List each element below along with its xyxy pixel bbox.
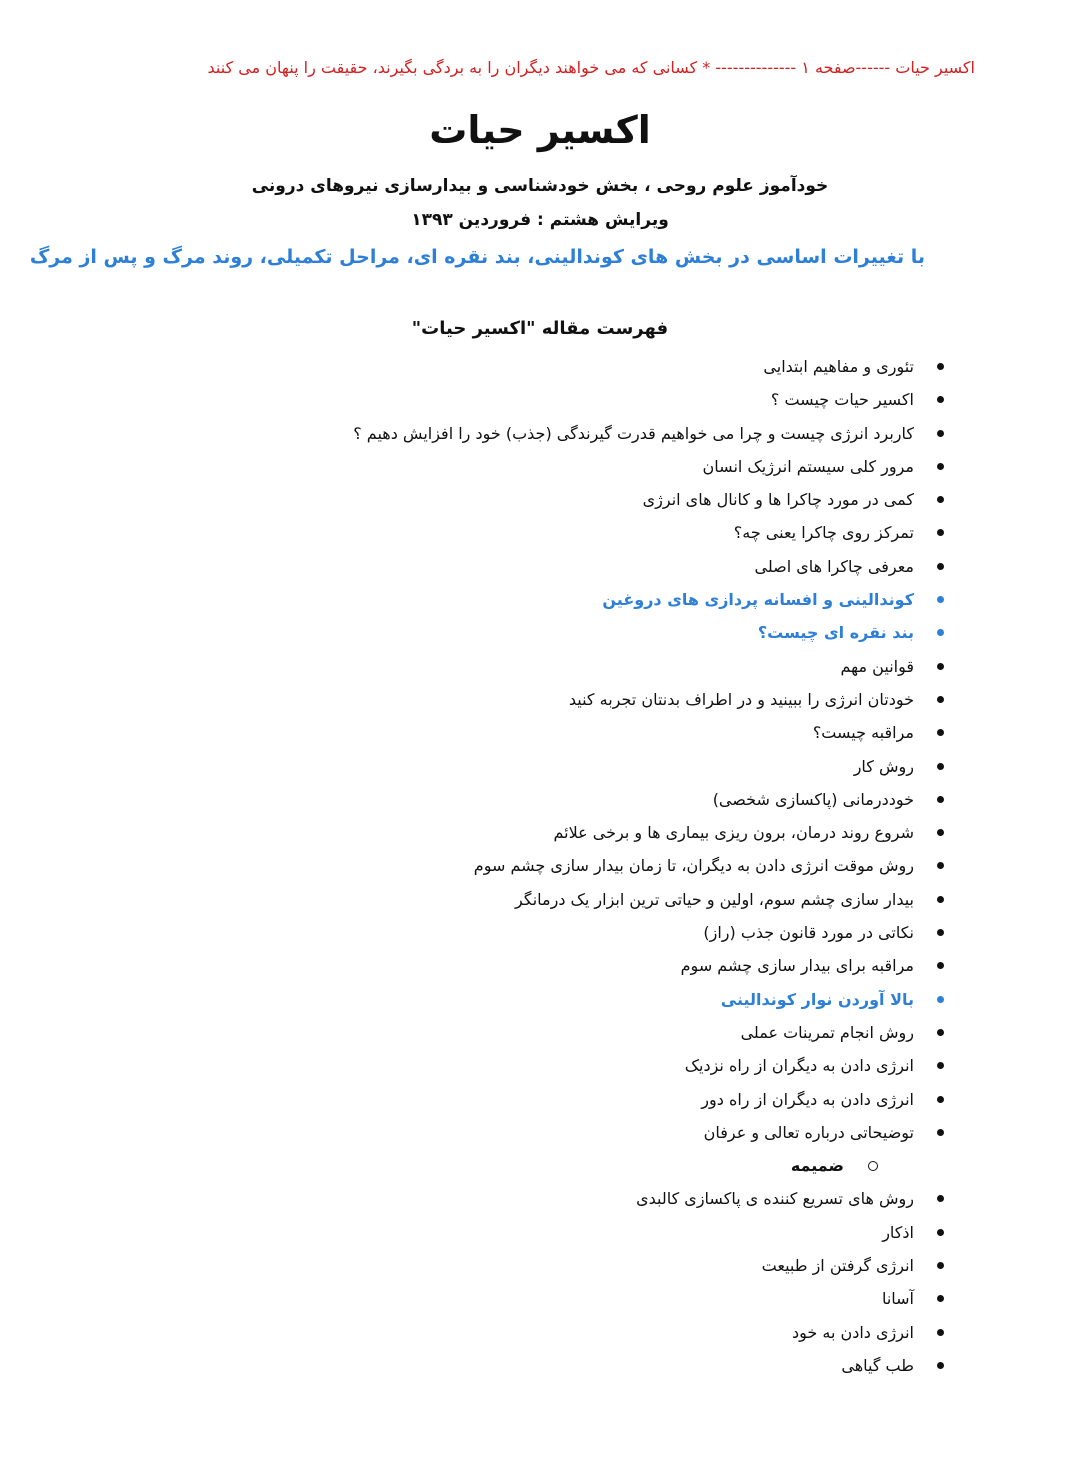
toc-item-label: نکاتی در مورد قانون جذب (راز) (703, 923, 914, 943)
toc-item-label: روش انجام تمرینات عملی (740, 1022, 914, 1042)
bullet-icon (937, 896, 944, 903)
toc-item-label: تئوری و مفاهیم ابتدایی (763, 357, 914, 376)
toc-item (244, 1116, 944, 1149)
toc-item-label: بند نقره ای چیست؟ (757, 623, 914, 643)
bullet-icon (937, 596, 944, 603)
toc-item-label: روش کار (853, 756, 914, 776)
bullet-icon (937, 962, 944, 969)
bullet-icon (937, 996, 944, 1003)
bullet-icon (937, 1195, 944, 1202)
toc-item (244, 1316, 944, 1349)
toc-item (244, 650, 944, 683)
toc-item-label: انرژی گرفتن از طبیعت (761, 1256, 914, 1276)
bullet-icon (937, 563, 944, 570)
bullet-icon (937, 430, 944, 437)
toc-item (244, 883, 944, 916)
toc-item-label: انرژی دادن به خود (792, 1322, 914, 1342)
toc-item (244, 1049, 944, 1082)
toc-item (244, 783, 944, 816)
document-subtitle: خودآموز علوم روحی ، بخش خودشناسی و بیدارسازی نیروهای درونی (251, 176, 829, 196)
toc-item (244, 849, 944, 882)
toc-item (244, 683, 944, 716)
bullet-icon (937, 696, 944, 703)
toc-list (244, 350, 944, 1382)
toc-item-label: آسانا (881, 1289, 914, 1309)
toc-item-label: خودتان انرژی را ببینید و در اطراف بدنتان تجربه کنید (568, 689, 914, 709)
bullet-icon (937, 1062, 944, 1069)
bullet-icon (937, 496, 944, 503)
bullet-icon (937, 1129, 944, 1136)
toc-item (244, 1249, 944, 1282)
toc-item (244, 750, 944, 783)
toc-item-label: قوانین مهم (840, 656, 914, 676)
bullet-icon (937, 1262, 944, 1269)
toc-item-label: روش های تسریع کننده ی پاکسازی کالبدی (636, 1189, 914, 1209)
toc-item-label: بالا آوردن نوار کوندالینی (720, 989, 914, 1009)
toc-item (244, 1349, 944, 1382)
toc-item (244, 516, 944, 549)
toc-item-label: شروع روند درمان، برون ریزی بیماری ها و برخی علائم (553, 823, 914, 843)
toc-item-label: توضیحاتی درباره تعالی و عرفان (703, 1122, 914, 1142)
toc-item-label: خوددرمانی (پاکسازی شخصی) (712, 789, 914, 809)
bullet-icon (937, 396, 944, 403)
toc-item-label: کاربرد انرژی چیست و چرا می خواهیم قدرت گیرندگی (جذب) خود را افزایش دهیم ؟ (353, 423, 914, 443)
toc-title: فهرست مقاله "اکسیر حیات" (411, 318, 669, 339)
bullet-icon (937, 929, 944, 936)
toc-item-label: کوندالینی و افسانه پردازی های دروغین (602, 590, 914, 610)
toc-item (244, 550, 944, 583)
bullet-icon (937, 1295, 944, 1302)
toc-item (244, 816, 944, 849)
bullet-icon (937, 1229, 944, 1236)
bullet-icon (937, 1029, 944, 1036)
bullet-icon (937, 796, 944, 803)
toc-item (244, 383, 944, 416)
bullet-icon (937, 729, 944, 736)
toc-item-label: کمی در مورد چاکرا ها و کانال های انرژی (642, 490, 914, 510)
changes-note: با تغییرات اساسی در بخش های کوندالینی، بند نقره ای، مراحل تکمیلی، روند مرگ و پس از مرگ (29, 246, 925, 268)
toc-item (244, 483, 944, 516)
toc-item-label: انرژی دادن به دیگران از راه نزدیک (684, 1056, 914, 1076)
bullet-icon (937, 1329, 944, 1336)
document-title: اکسیر حیات (429, 108, 651, 152)
bullet-icon (937, 663, 944, 670)
toc-item (244, 350, 944, 383)
toc-item-label: تمرکز روی چاکرا یعنی چه؟ (733, 523, 914, 543)
toc-item-label: اکسیر حیات چیست ؟ (770, 390, 914, 410)
toc-item (244, 716, 944, 749)
bullet-icon (937, 763, 944, 770)
circle-bullet-icon (868, 1161, 878, 1171)
toc-item (244, 583, 944, 616)
bullet-icon (937, 629, 944, 636)
bullet-icon (937, 829, 944, 836)
toc-item-label: مرور کلی سیستم انرژیک انسان (702, 456, 914, 476)
toc-item-label: معرفی چاکرا های اصلی (754, 556, 914, 576)
toc-item-label: بیدار سازی چشم سوم، اولین و حیاتی ترین ابزار یک درمانگر (515, 889, 914, 909)
toc-item-label: طب گیاهی (841, 1355, 914, 1375)
page-header: اکسیر حیات ------صفحه ۱ -------------- * کسانی که می خواهند دیگران را به بردگی بگیرند، حقیقت را پنهان می کنند (207, 58, 975, 77)
toc-item-label: مراقبه چیست؟ (812, 723, 914, 743)
toc-item (244, 1083, 944, 1116)
bullet-icon (937, 529, 944, 536)
bullet-icon (937, 1096, 944, 1103)
toc-item-label: ضمیمه (790, 1156, 844, 1176)
toc-item-label: روش موقت انرژی دادن به دیگران، تا زمان بیدار سازی چشم سوم (473, 856, 914, 876)
toc-item (244, 450, 944, 483)
bullet-icon (937, 463, 944, 470)
toc-item (244, 1016, 944, 1049)
toc-item (244, 983, 944, 1016)
toc-item (244, 616, 944, 649)
toc-item (244, 417, 944, 450)
toc-item (244, 1182, 944, 1215)
edition-line: ویرایش هشتم : فروردین ۱۳۹۳ (411, 210, 669, 230)
toc-item (244, 949, 944, 982)
toc-item-label: اذکار (882, 1222, 914, 1242)
toc-item-label: انرژی دادن به دیگران از راه دور (701, 1089, 914, 1109)
bullet-icon (937, 862, 944, 869)
toc-item-label: مراقبه برای بیدار سازی چشم سوم (680, 956, 914, 976)
toc-item (244, 916, 944, 949)
toc-item (244, 1216, 944, 1249)
toc-item (244, 1149, 944, 1182)
toc-item (244, 1282, 944, 1315)
bullet-icon (937, 1362, 944, 1369)
bullet-icon (937, 363, 944, 370)
